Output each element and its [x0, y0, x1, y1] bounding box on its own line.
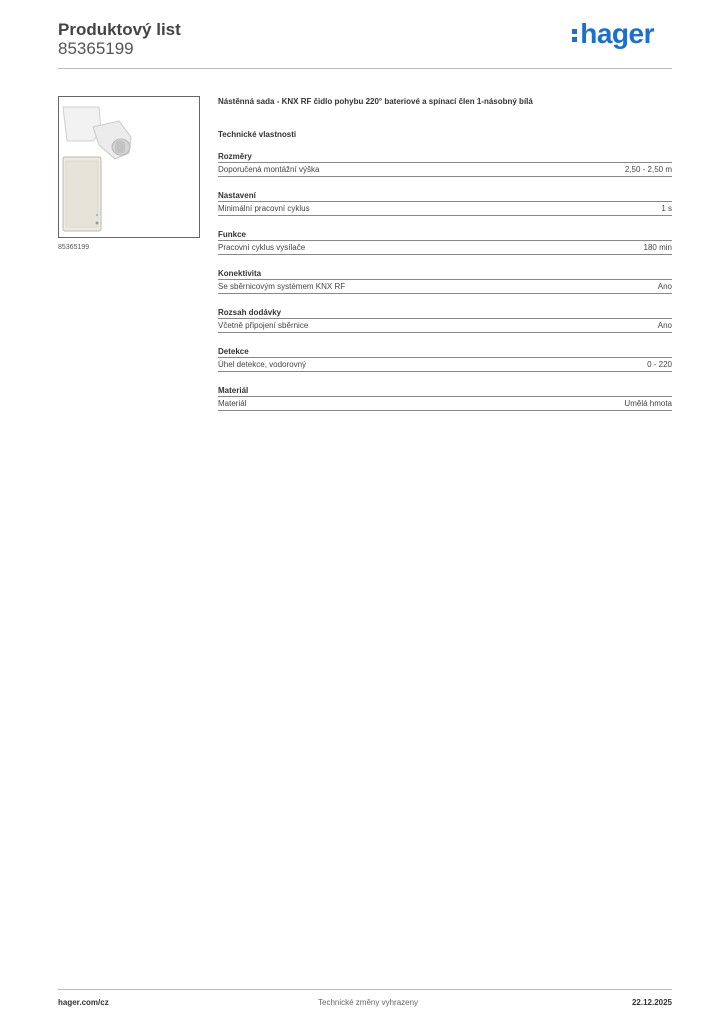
group-title: Nastavení — [218, 191, 672, 202]
property-group — [218, 269, 672, 308]
product-image — [58, 96, 200, 238]
product-number: 85365199 — [58, 39, 134, 58]
property-row — [218, 202, 672, 216]
property-label: Minimální pracovní cyklus — [218, 204, 310, 213]
property-row — [218, 358, 672, 372]
property-value: 0 - 220 — [647, 360, 672, 369]
property-value: 2,50 - 2,50 m — [624, 165, 672, 174]
property-group — [218, 152, 672, 191]
footer-note: Technické změny vyhrazeny — [318, 998, 419, 1007]
property-row — [218, 163, 672, 177]
property-value: Ano — [657, 321, 672, 330]
hager-logo — [572, 18, 654, 50]
property-label: Materiál — [218, 399, 247, 408]
property-group — [218, 308, 672, 347]
page-title: Produktový list — [58, 20, 181, 39]
property-label: Se sběrnicovým systémem KNX RF — [218, 282, 346, 291]
group-title: Funkce — [218, 230, 672, 241]
logo-text: hager — [580, 18, 654, 49]
footer-divider — [58, 989, 672, 990]
property-group — [218, 230, 672, 269]
header-divider — [58, 68, 672, 69]
group-title: Rozměry — [218, 152, 672, 163]
property-group — [218, 347, 672, 386]
property-row — [218, 241, 672, 255]
logo-dots-icon — [572, 26, 578, 45]
product-name: Nástěnná sada - KNX RF čidlo pohybu 220° bateriové a spínací člen 1-násobný bílá — [218, 97, 533, 106]
property-value: Ano — [657, 282, 672, 291]
product-photo-icon — [59, 97, 199, 237]
group-title: Rozsah dodávky — [218, 308, 672, 319]
property-row — [218, 397, 672, 411]
tech-properties-heading: Technické vlastnosti — [218, 130, 297, 139]
property-row — [218, 280, 672, 294]
property-label: Úhel detekce, vodorovný — [218, 360, 307, 369]
property-row — [218, 319, 672, 333]
property-label: Pracovní cyklus vysílače — [218, 243, 306, 252]
property-label: Doporučená montážní výška — [218, 165, 320, 174]
footer-website-link[interactable]: hager.com/cz — [58, 998, 109, 1007]
property-label: Včetně připojení sběrnice — [218, 321, 309, 330]
image-caption: 85365199 — [58, 244, 90, 251]
property-value: 1 s — [661, 204, 672, 213]
group-title: Detekce — [218, 347, 672, 358]
property-group — [218, 386, 672, 425]
property-group — [218, 191, 672, 230]
page-header — [58, 20, 672, 70]
group-title: Materiál — [218, 386, 672, 397]
product-details — [218, 97, 672, 425]
property-value: 180 min — [643, 243, 672, 252]
property-value: Umělá hmota — [624, 399, 672, 408]
group-title: Konektivita — [218, 269, 672, 280]
footer-date: 22.12.2025 — [631, 998, 672, 1007]
